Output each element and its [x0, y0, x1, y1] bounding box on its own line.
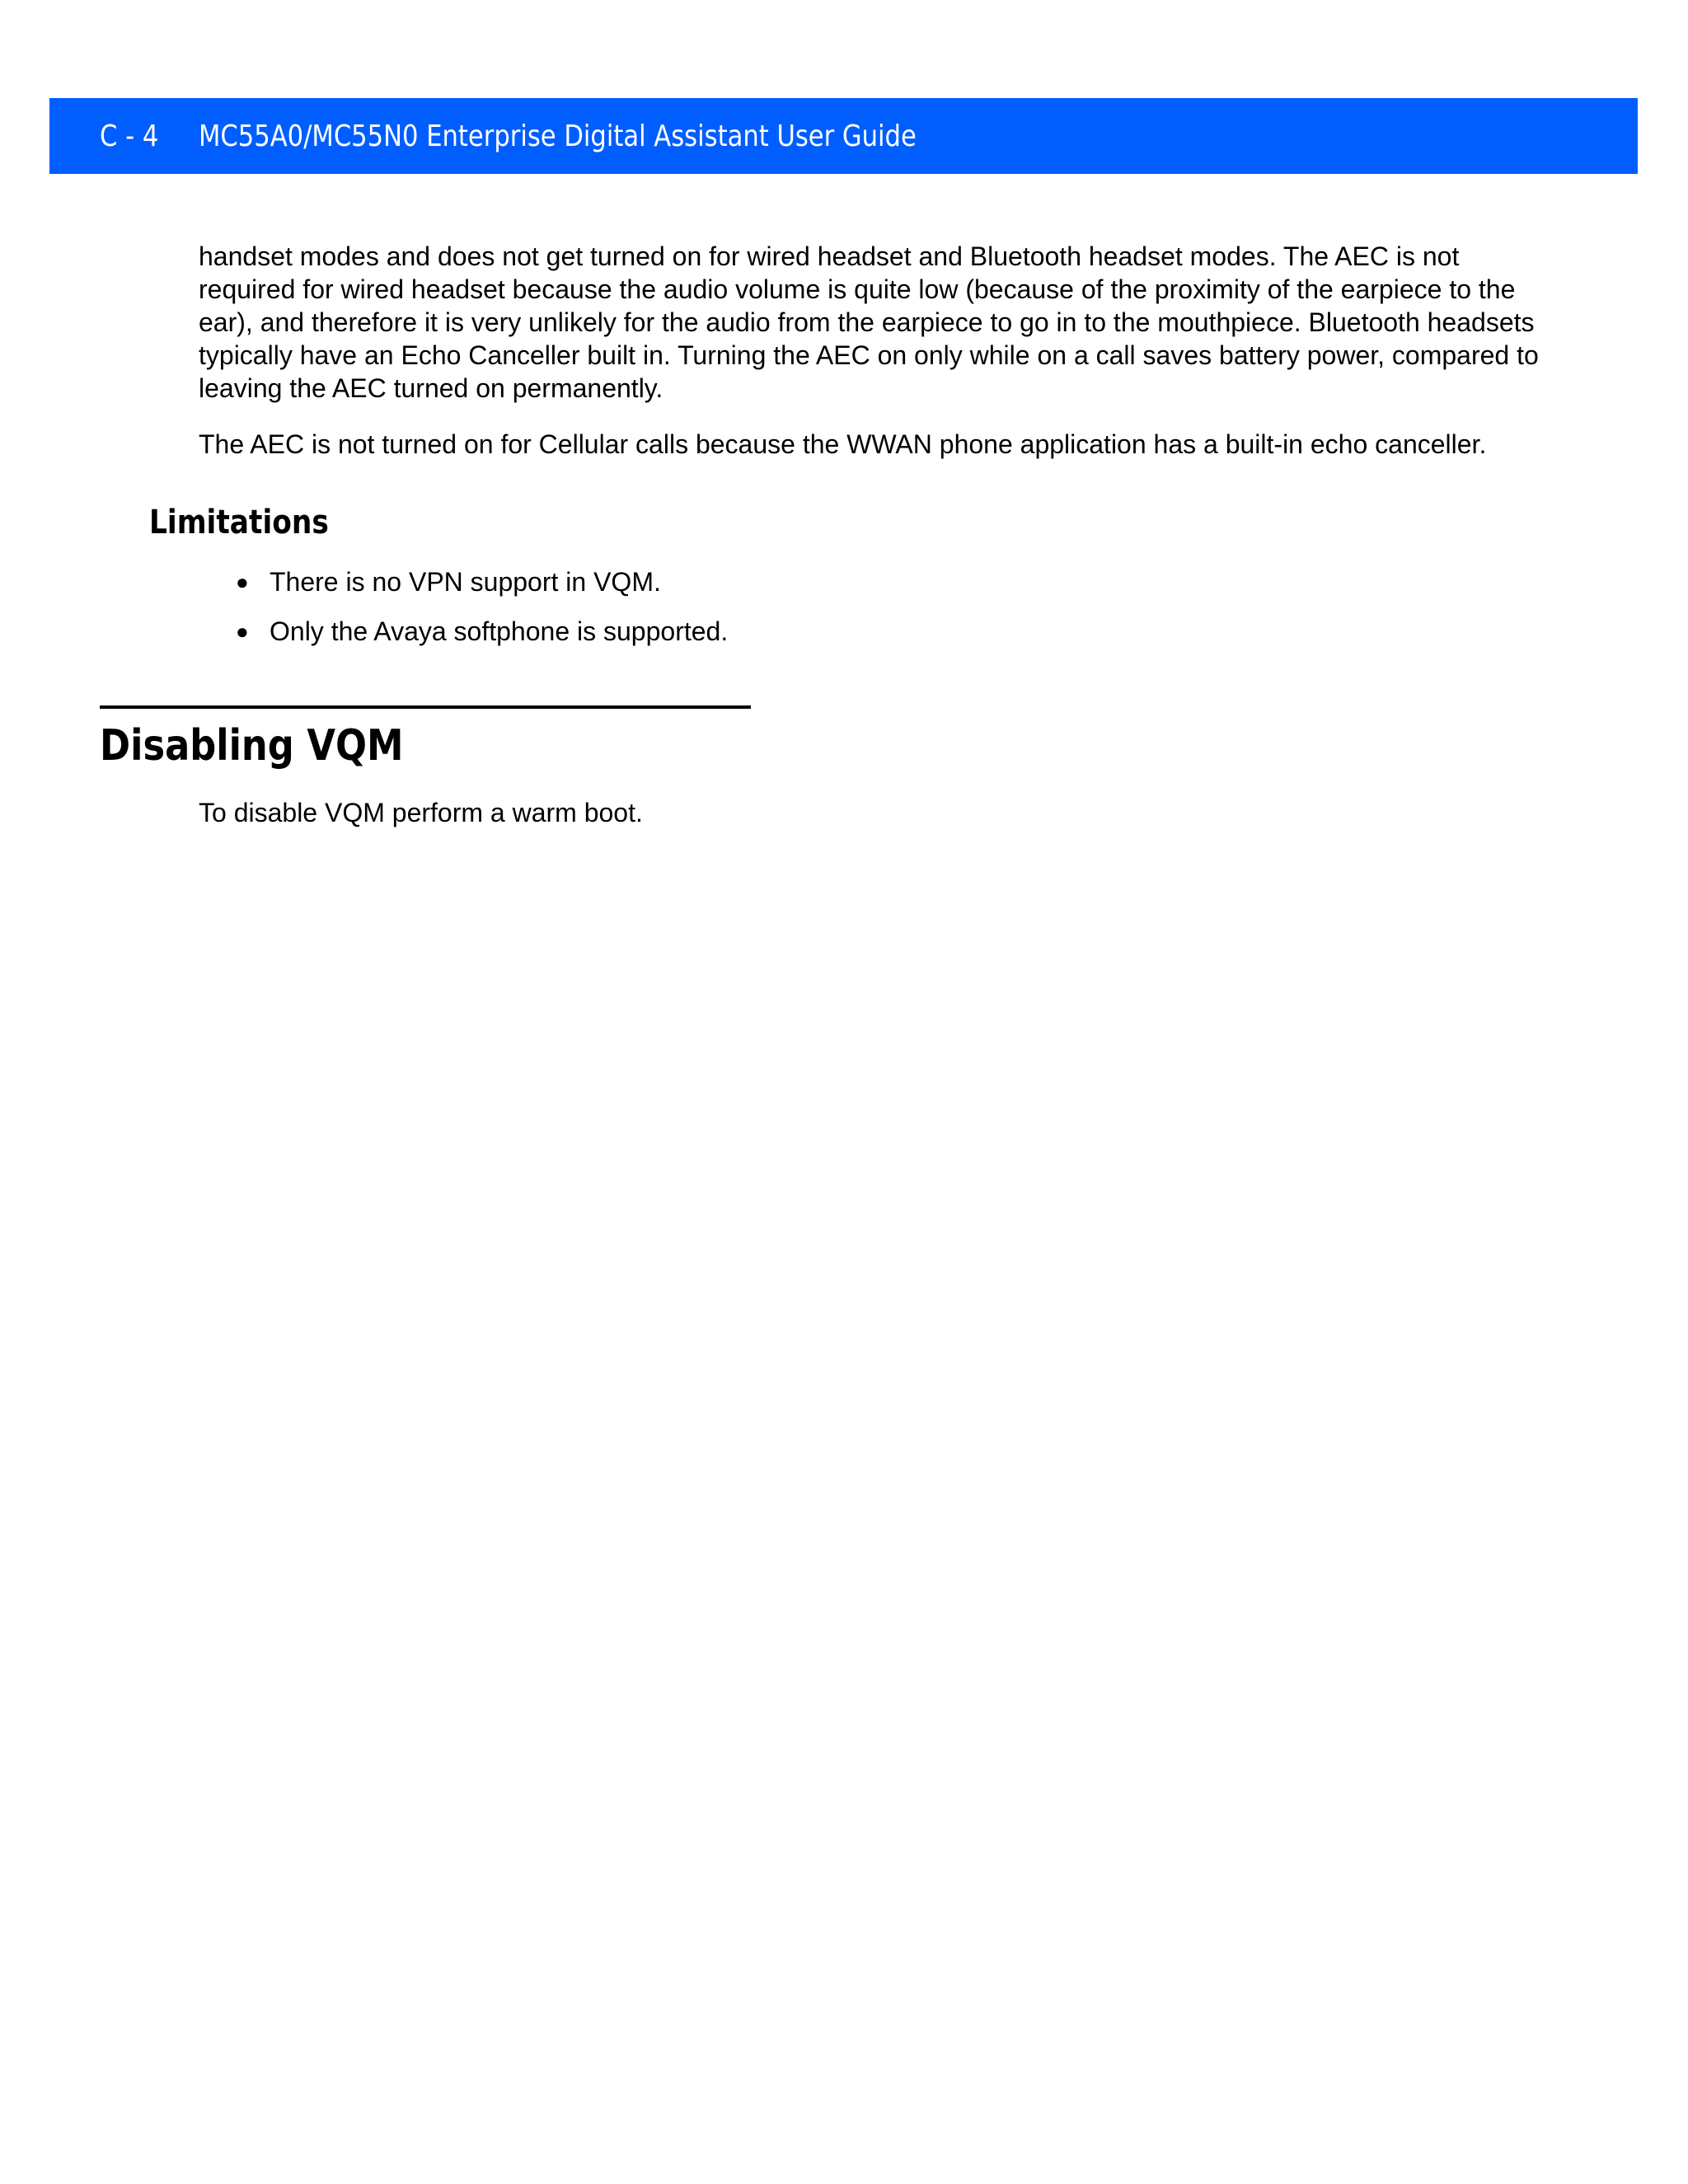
section-heading: Disabling VQM [100, 721, 404, 771]
list-item-text: Only the Avaya softphone is supported. [270, 616, 729, 646]
list-item-text: There is no VPN support in VQM. [270, 567, 661, 597]
body-paragraph: To disable VQM perform a warm boot. [199, 798, 643, 827]
limitations-list [199, 565, 728, 664]
bullet-icon: ● [236, 619, 249, 644]
bullet-icon: ● [236, 569, 249, 594]
body-paragraph: The AEC is not turned on for Cellular calls because the WWAN phone application has a built-in echo canceller. [199, 429, 1487, 459]
section-divider [100, 705, 751, 709]
body-paragraph: handset modes and does not get turned on for wired headset and Bluetooth headset modes. The AEC is not required for wired headset because the audio volume is quite low (because of the proximity of the earpiece to the ear), and therefore it is very unlikely for the audio from the earpiece to go in to the mouthpiece. Bluetooth headsets typically have an Echo Canceller built in. Turning the AEC on only while on a call saves battery power, compared to leaving the AEC turned on permanently. [199, 241, 1539, 403]
document-title: MC55A0/MC55N0 Enterprise Digital Assistant User Guide [199, 119, 917, 153]
limitations-heading: Limitations [149, 504, 329, 541]
list-item [199, 565, 728, 598]
page-number: C - 4 [100, 119, 159, 153]
list-item [199, 615, 728, 648]
page-header-bar [49, 98, 1638, 174]
